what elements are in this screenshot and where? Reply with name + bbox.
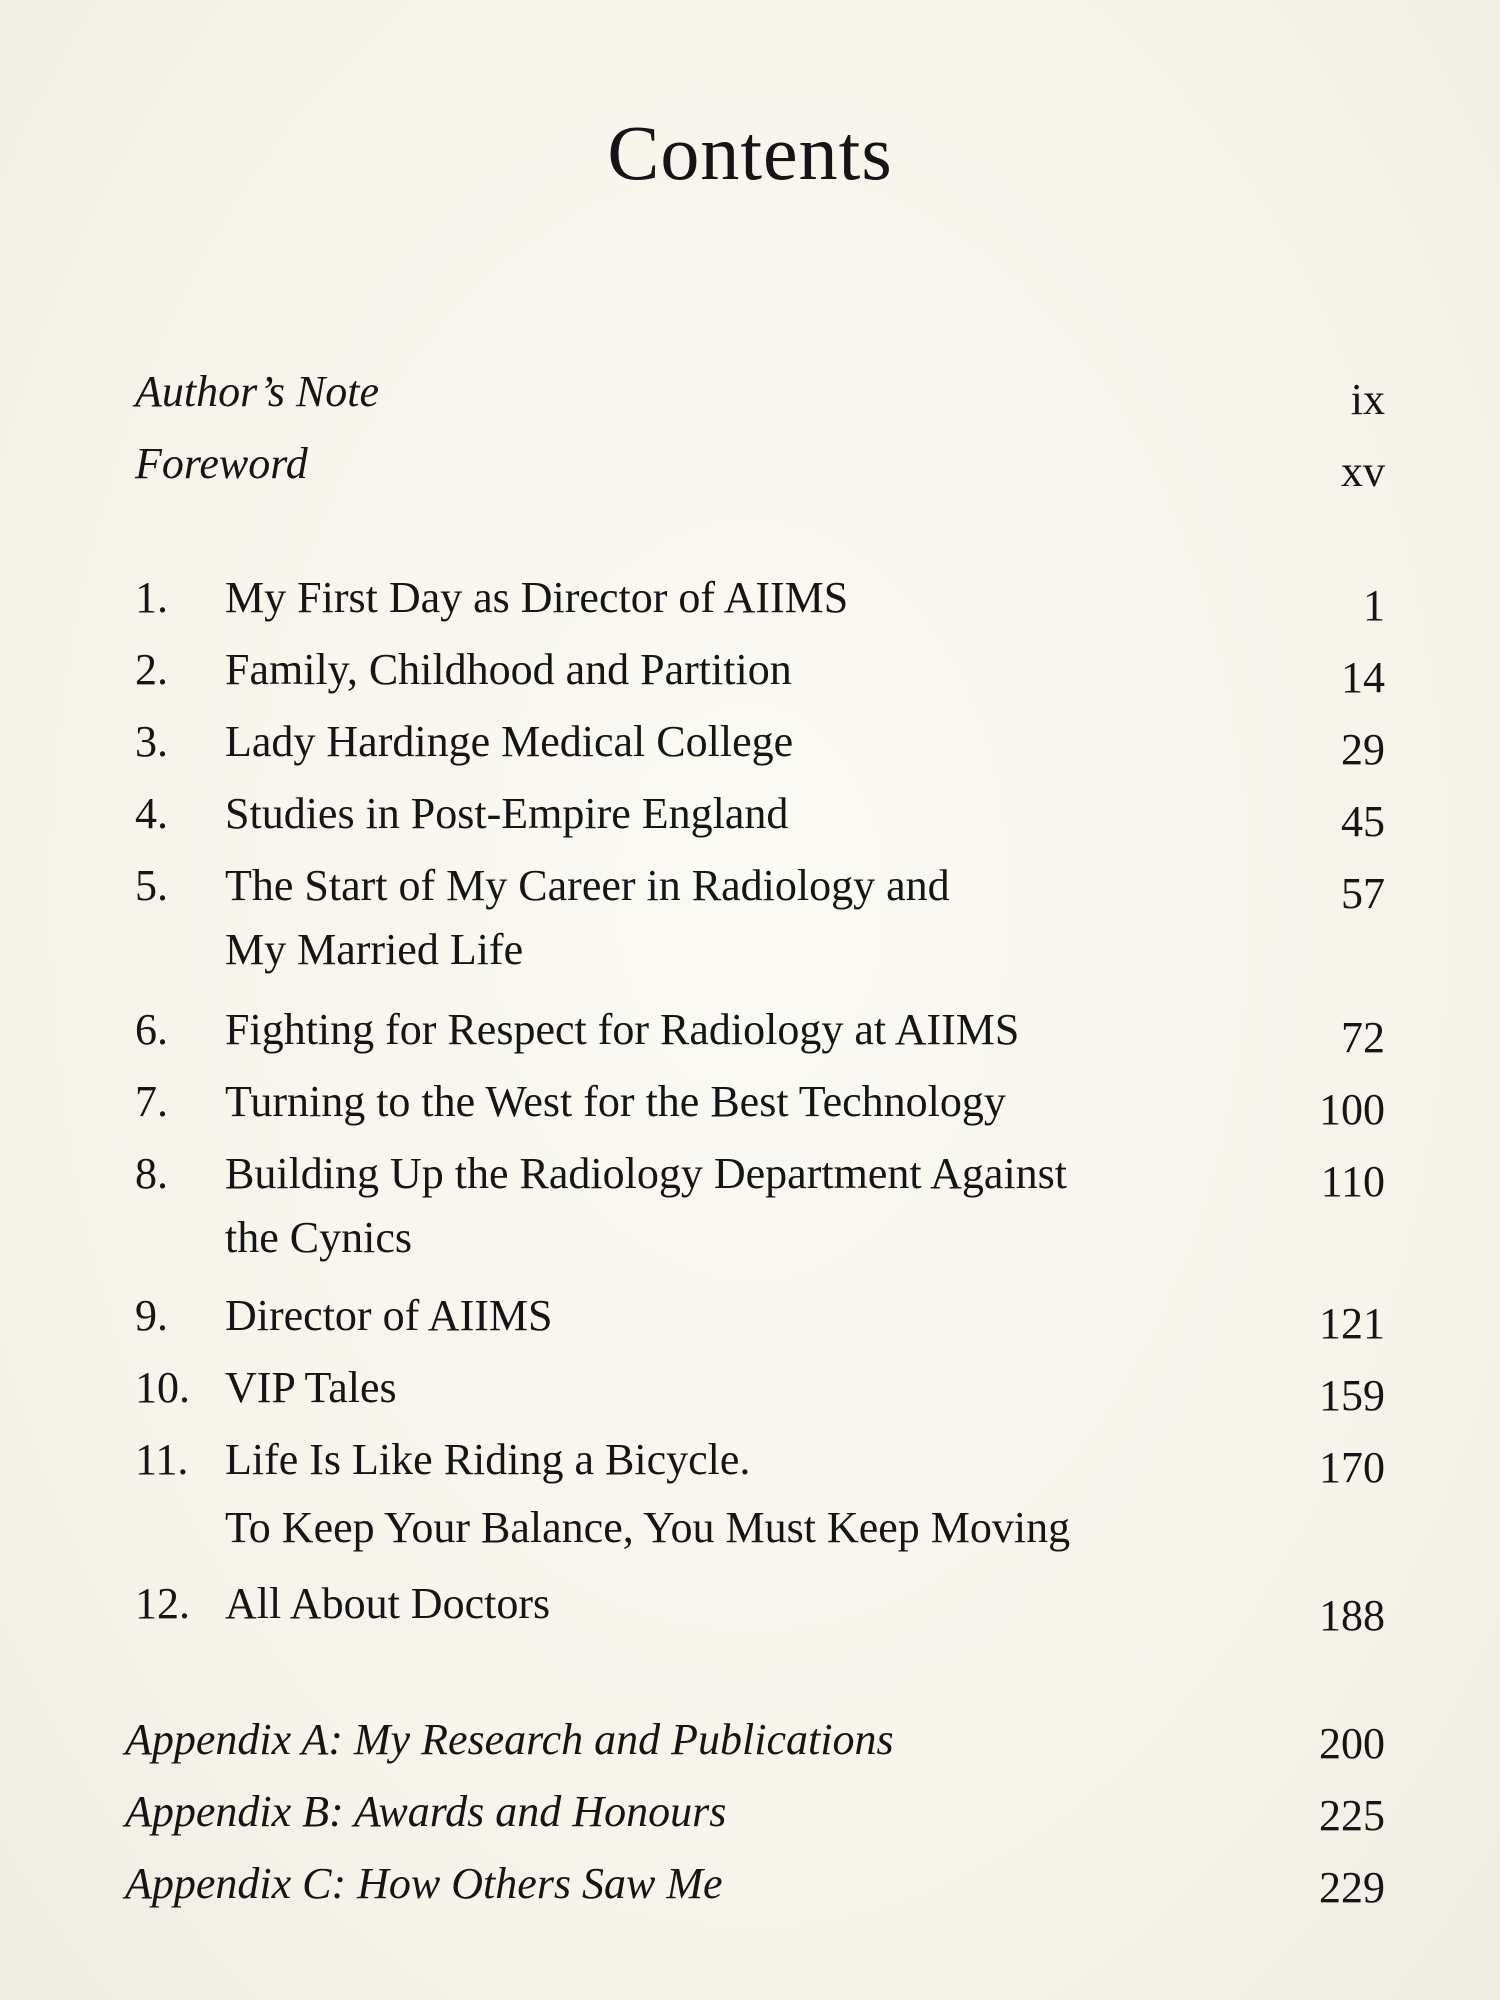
appendix-title: Appendix A: My Research and Publications — [125, 1715, 894, 1764]
chapter-title: Lady Hardinge Medical College — [225, 717, 794, 766]
chapter-number: 1. — [135, 573, 168, 622]
entry-title: Foreword — [135, 439, 308, 488]
chapter-title: Family, Childhood and Partition — [225, 645, 792, 694]
chapter-number: 4. — [135, 789, 168, 838]
entry-page: ix — [1350, 375, 1385, 424]
chapter-title: Building Up the Radiology Department Against — [225, 1149, 1068, 1198]
appendix-title: Appendix B: Awards and Honours — [125, 1787, 727, 1836]
chapter-page: 100 — [1319, 1085, 1385, 1134]
chapter-title: VIP Tales — [225, 1363, 397, 1412]
chapter-number: 2. — [135, 645, 168, 694]
chapter-page: 45 — [1341, 797, 1385, 846]
chapter-page: 159 — [1319, 1371, 1385, 1420]
chapter-page: 110 — [1320, 1157, 1385, 1206]
appendix-page: 229 — [1319, 1863, 1385, 1912]
chapter-number: 3. — [135, 717, 168, 766]
chapter-title-continued: the Cynics — [225, 1213, 412, 1262]
chapter-page: 57 — [1341, 869, 1385, 918]
chapter-number: 6. — [135, 1005, 168, 1054]
chapter-page: 14 — [1341, 653, 1385, 702]
chapter-number: 8. — [135, 1149, 168, 1198]
chapter-page: 170 — [1319, 1443, 1385, 1492]
chapter-number: 9. — [135, 1291, 168, 1340]
chapter-title-continued: To Keep Your Balance, You Must Keep Moving — [225, 1503, 1071, 1552]
chapter-title: Studies in Post-Empire England — [225, 789, 789, 838]
chapter-title: Fighting for Respect for Radiology at AIIMS — [225, 1005, 1020, 1054]
appendix-title: Appendix C: How Others Saw Me — [125, 1859, 723, 1908]
chapter-title: Life Is Like Riding a Bicycle. — [225, 1435, 751, 1484]
chapter-number: 12. — [135, 1579, 190, 1628]
chapter-title-continued: My Married Life — [225, 925, 524, 974]
chapter-number: 5. — [135, 861, 168, 910]
chapter-title: The Start of My Career in Radiology and — [225, 861, 950, 910]
chapter-number: 11. — [135, 1435, 189, 1484]
appendix-page: 200 — [1319, 1719, 1385, 1768]
page-title: Contents — [607, 109, 893, 196]
chapter-page: 72 — [1341, 1013, 1385, 1062]
chapter-title: Turning to the West for the Best Technology — [225, 1077, 1006, 1126]
chapter-page: 1 — [1363, 581, 1385, 630]
chapter-title: My First Day as Director of AIIMS — [225, 573, 849, 622]
chapter-page: 29 — [1341, 725, 1385, 774]
chapter-title: Director of AIIMS — [225, 1291, 553, 1340]
chapter-number: 7. — [135, 1077, 168, 1126]
chapter-number: 10. — [135, 1363, 190, 1412]
chapter-title: All About Doctors — [225, 1579, 551, 1628]
chapter-page: 188 — [1319, 1591, 1385, 1640]
appendix-page: 225 — [1319, 1791, 1385, 1840]
entry-page: xv — [1341, 447, 1385, 496]
chapter-page: 121 — [1319, 1299, 1385, 1348]
entry-title: Author’s Note — [135, 367, 380, 416]
